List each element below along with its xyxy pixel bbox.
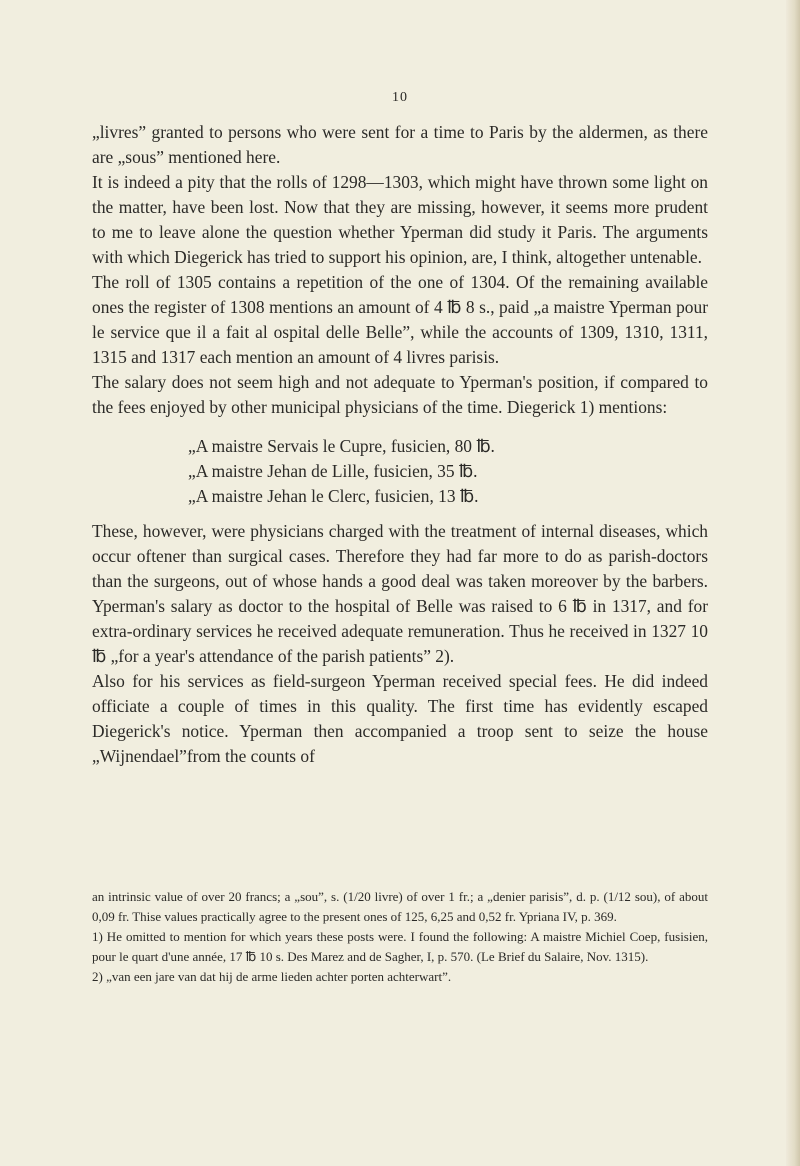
paragraph: The salary does not seem high and not adequate to Yperman's position, if compared to the fees enjoyed by other municipal physicians of the time. Diegerick 1) mentions: — [92, 372, 708, 417]
paragraph: „livres” granted to persons who were sent for a time to Paris by the aldermen, as there are „sous” mentioned here. — [92, 122, 708, 167]
paragraph: These, however, were physicians charged with the treatment of internal diseases, which occur oftener than surgical cases. Therefore they had far more to do as parish-doctors than the surgeons, out of whose hands a good deal was taken moreover by the barbers. Yperman's salary as doctor to the hospital of Belle was raised to 6 ℔ in 1317, and for extra-ordinary services he received adequate remuneration. Thus he received in 1327 10 ℔ „for a year's attendance of the parish patients” 2). — [92, 521, 708, 666]
main-text — [92, 120, 708, 769]
paragraph: Also for his services as field-surgeon Yperman received special fees. He did indeed officiate a couple of times in this quality. The first time has evidently escaped Diegerick's notice. Yperman then accompanied a troop sent to seize the house „Wijnendael”from the counts of — [92, 671, 708, 766]
paragraph: The roll of 1305 contains a repetition of the one of 1304. Of the remaining available ones the register of 1308 mentions an amount of 4 ℔ 8 s., paid „a maistre Yperman pour le service que il a fait al ospital delle Belle”, while the accounts of 1309, 1310, 1311, 1315 and 1317 each mention an amount of 4 livres parisis. — [92, 272, 708, 367]
quote-line: „A maistre Jehan le Clerc, fusicien, 13 ℔. — [188, 486, 479, 506]
quote-line: „A maistre Servais le Cupre, fusicien, 80 ℔. — [188, 436, 495, 456]
quote-line: „A maistre Jehan de Lille, fusicien, 35 ℔. — [188, 461, 478, 481]
paragraph: It is indeed a pity that the rolls of 1298—1303, which might have thrown some light on the matter, have been lost. Now that they are missing, however, it seems more prudent to me to leave alone the question whether Yperman did study it Paris. The arguments with which Diegerick has tried to support his opinion, are, I think, altogether untenable. — [92, 172, 708, 267]
footnote: 1) He omitted to mention for which years these posts were. I found the following: A maistre Michiel Coep, fusisien, pour le quart d'une année, 17 ℔ 10 s. Des Marez and de Sagher, I, p. 570. (Le Brief du Salaire, Nov. 1315). — [92, 929, 708, 964]
footnote: an intrinsic value of over 20 francs; a „sou”, s. (1/20 livre) of over 1 fr.; a „denier parisis”, d. p. (1/12 sou), of about 0,09 fr. Thise values practically agree to the present ones of 125, 6,25 and 0,52 fr. Ypriana IV, p. 369. — [92, 889, 708, 924]
page-edge-shadow — [786, 0, 800, 1166]
quoted-list — [188, 434, 708, 509]
footnotes — [92, 887, 708, 987]
footnote: 2) „van een jare van dat hij de arme lieden achter porten achterwart”. — [92, 969, 452, 984]
page-number: 10 — [392, 90, 408, 105]
